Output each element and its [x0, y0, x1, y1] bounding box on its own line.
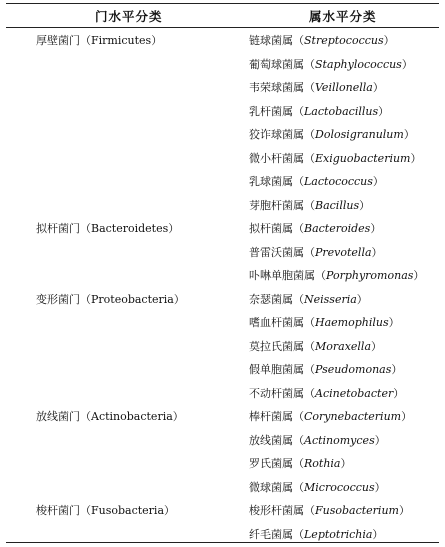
header-rule [6, 27, 439, 28]
genus-cell: 葡萄球菌属（Staphylococcus） [249, 57, 413, 71]
phylum-cell-cn: 拟杆菌门 [36, 222, 80, 235]
phylum-cell-latin: Fusobacteria [91, 504, 165, 517]
genus-cell-latin: Pseudomonas [315, 363, 392, 376]
genus-cell-cn: 乳球菌属 [249, 175, 293, 188]
genus-cell-cn: 假单胞菌属 [249, 363, 304, 376]
phylum-cell-cn: 厚壁菌门 [36, 34, 80, 47]
genus-cell-latin: Porphyromonas [326, 269, 414, 282]
genus-cell-latin: Actinomyces [304, 433, 375, 447]
genus-cell-latin: Streptococcus [304, 34, 384, 47]
genus-cell: 链球菌属（Streptococcus） [249, 34, 395, 47]
genus-cell-latin: Corynebacterium [304, 410, 402, 423]
genus-cell-latin: Moraxella [315, 339, 372, 353]
genus-cell-latin: Dolosigranulum [315, 128, 404, 141]
genus-cell: 狡诈球菌属（Dolosigranulum） [249, 128, 415, 141]
genus-cell-cn: 普雷沃菌属 [249, 245, 304, 259]
genus-cell-cn: 乳杆菌属 [249, 104, 293, 118]
phylum-cell-latin: Proteobacteria [91, 292, 174, 306]
genus-cell-cn: 棒杆菌属 [249, 410, 293, 423]
genus-cell-latin: Exiguobacterium [315, 151, 411, 165]
genus-cell-latin: Bacillus [315, 198, 360, 212]
genus-cell: 梭形杆菌属（Fusobacterium） [249, 504, 410, 517]
genus-cell: 芽胞杆菌属（Bacillus） [249, 198, 371, 212]
phylum-cell: 变形菌门（Proteobacteria） [36, 292, 185, 306]
genus-cell-cn: 韦荣球菌属 [249, 81, 304, 94]
genus-cell-latin: Prevotella [315, 245, 372, 259]
genus-cell: 微球菌属（Micrococcus） [249, 480, 386, 494]
genus-cell-latin: Lactobacillus [304, 104, 379, 118]
genus-cell-cn: 微球菌属 [249, 480, 293, 494]
genus-cell: 放线菌属（Actinomyces） [249, 433, 386, 447]
genus-cell: 拟杆菌属（Bacteroides） [249, 222, 382, 235]
table-top-rule [6, 3, 439, 4]
genus-cell-latin: Haemophilus [315, 316, 389, 329]
genus-cell: 假单胞菌属（Pseudomonas） [249, 363, 403, 376]
genus-cell: 韦荣球菌属（Veillonella） [249, 81, 384, 94]
genus-cell: 纤毛菌属（Leptotrichia） [249, 527, 384, 541]
genus-cell-cn: 葡萄球菌属 [249, 57, 304, 71]
genus-cell-cn: 莫拉氏菌属 [249, 339, 304, 353]
phylum-cell: 放线菌门（Actinobacteria） [36, 410, 184, 423]
phylum-cell: 拟杆菌门（Bacteroidetes） [36, 222, 180, 235]
genus-cell-latin: Fusobacterium [315, 504, 399, 517]
phylum-cell-latin: Bacteroidetes [91, 222, 169, 235]
genus-cell-cn: 嗜血杆菌属 [249, 316, 304, 329]
genus-cell-latin: Neisseria [304, 292, 357, 306]
genus-cell-latin: Rothia [304, 457, 341, 470]
phylum-level-header: 门水平分类 [95, 9, 163, 24]
genus-cell: 罗氏菌属（Rothia） [249, 457, 352, 470]
genus-cell: 微小杆菌属（Exiguobacterium） [249, 151, 422, 165]
genus-cell-cn: 狡诈球菌属 [249, 128, 304, 141]
genus-cell: 不动杆菌属（Acinetobacter） [249, 386, 405, 400]
phylum-cell: 厚壁菌门（Firmicutes） [36, 34, 163, 47]
genus-cell: 普雷沃菌属（Prevotella） [249, 245, 383, 259]
genus-cell: 奈瑟菌属（Neisseria） [249, 292, 368, 306]
genus-cell-cn: 链球菌属 [249, 34, 293, 47]
phylum-cell-cn: 变形菌门 [36, 292, 80, 306]
genus-cell: 嗜血杆菌属（Haemophilus） [249, 316, 400, 329]
genus-cell-cn: 不动杆菌属 [249, 386, 304, 400]
genus-cell-cn: 梭形杆菌属 [249, 504, 304, 517]
table-bottom-rule [6, 542, 439, 543]
genus-cell-latin: Bacteroides [304, 222, 371, 235]
genus-cell-cn: 芽胞杆菌属 [249, 198, 304, 212]
genus-cell-latin: Micrococcus [304, 480, 375, 494]
genus-cell-cn: 放线菌属 [249, 433, 293, 447]
genus-cell-latin: Leptotrichia [304, 527, 373, 541]
genus-cell-cn: 奈瑟菌属 [249, 292, 293, 306]
genus-cell: 卟啉单胞菌属（Porphyromonas） [249, 269, 425, 282]
phylum-cell: 梭杆菌门（Fusobacteria） [36, 504, 176, 517]
phylum-cell-cn: 梭杆菌门 [36, 504, 80, 517]
genus-cell-cn: 卟啉单胞菌属 [249, 269, 315, 282]
phylum-cell-latin: Firmicutes [91, 34, 152, 47]
genus-cell-cn: 微小杆菌属 [249, 151, 304, 165]
genus-cell: 莫拉氏菌属（Moraxella） [249, 339, 383, 353]
genus-cell-cn: 拟杆菌属 [249, 222, 293, 235]
genus-cell: 乳杆菌属（Lactobacillus） [249, 104, 390, 118]
genus-cell-latin: Staphylococcus [315, 57, 402, 71]
genus-cell-latin: Veillonella [315, 81, 373, 94]
phylum-cell-latin: Actinobacteria [91, 410, 173, 423]
genus-cell: 棒杆菌属（Corynebacterium） [249, 410, 413, 423]
genus-cell-latin: Lactococcus [304, 175, 373, 188]
phylum-cell-cn: 放线菌门 [36, 410, 80, 423]
genus-cell: 乳球菌属（Lactococcus） [249, 175, 384, 188]
genus-cell-cn: 罗氏菌属 [249, 457, 293, 470]
genus-cell-cn: 纤毛菌属 [249, 527, 293, 541]
genus-level-header: 属水平分类 [309, 9, 377, 24]
genus-cell-latin: Acinetobacter [315, 386, 394, 400]
